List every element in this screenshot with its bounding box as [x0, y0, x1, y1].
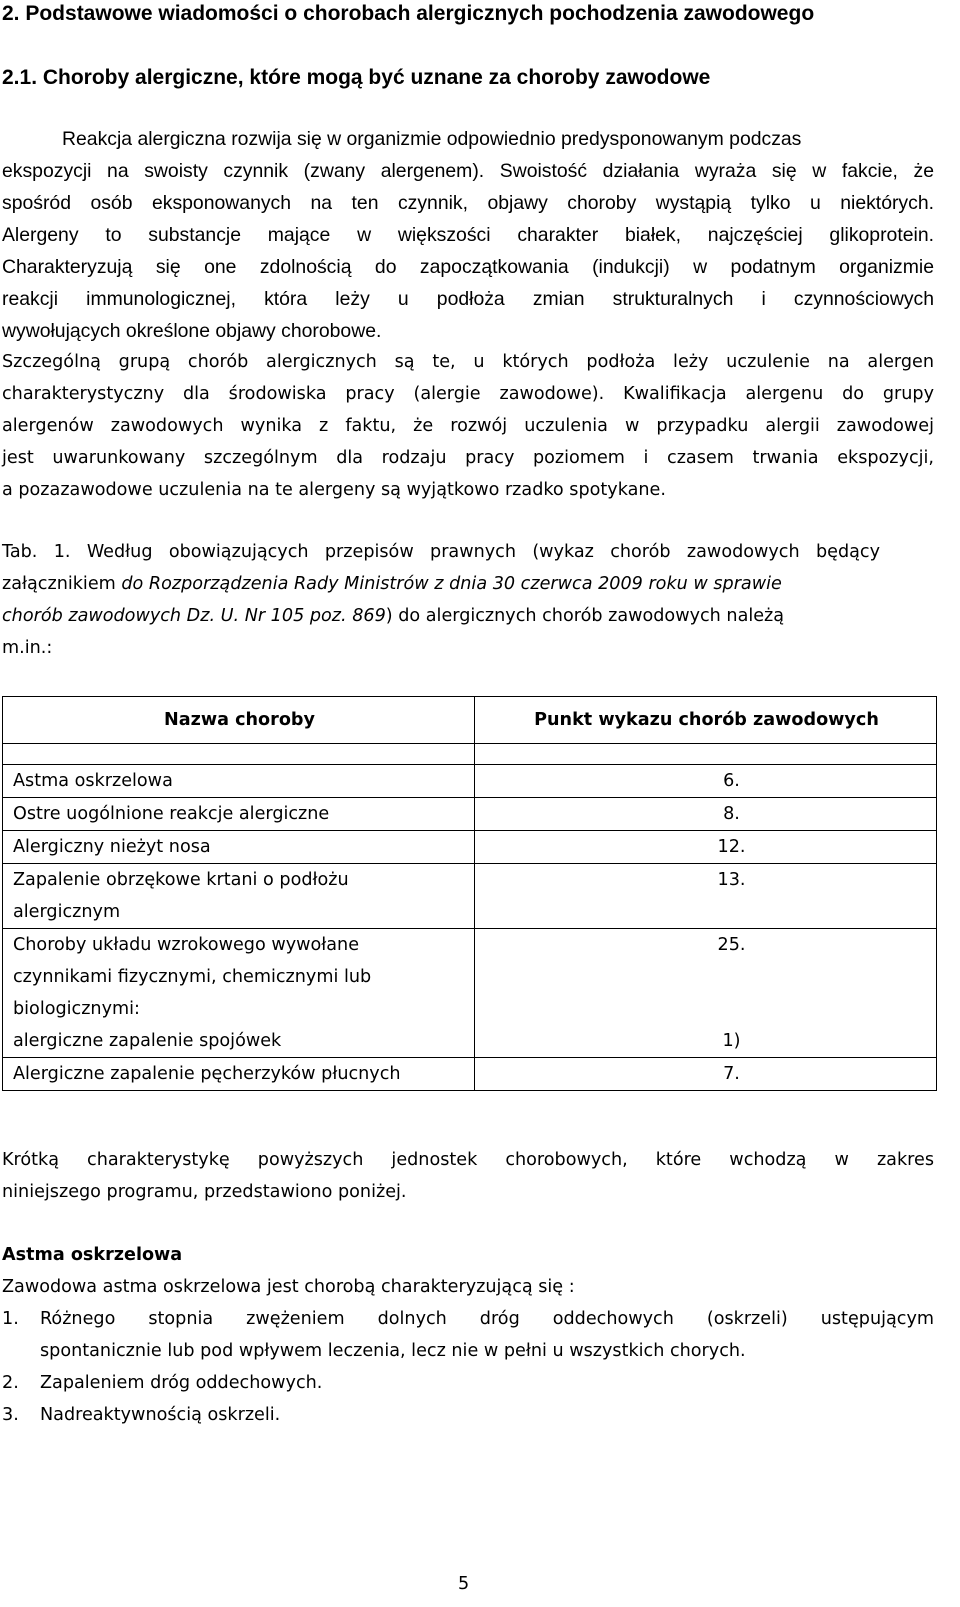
para1-line: ekspozycji na swoisty czynnik (zwany alergenem). Swoistość działania wyraża się w fakcie, że — [2, 160, 934, 182]
disease-name: Alergiczny nieżyt nosa — [3, 831, 475, 864]
disease-name: Astma oskrzelowa — [3, 765, 475, 798]
disease-name: Zapalenie obrzękowe krtani o podłożu alergicznym — [3, 864, 475, 929]
subsection-title: Astma oskrzelowa — [2, 1245, 183, 1265]
para1-line: Alergeny to substancje mające w większości charakter białek, najczęściej glikoprotein. — [2, 224, 934, 246]
table-caption-line: Tab. 1. Według obowiązujących przepisów prawnych (wykaz chorób zawodowych będący — [2, 542, 880, 562]
regulation-reference: do Rozporządzenia Rady Ministrów z dnia 30 czerwca 2009 roku w sprawie — [121, 574, 782, 594]
list-item-line: Różnego stopnia zwężeniem dolnych dróg oddechowych (oskrzeli) ustępującym — [40, 1309, 934, 1329]
table-row — [3, 765, 937, 798]
table-row — [3, 831, 937, 864]
list-number: 1. — [2, 1309, 19, 1329]
list-point: 13. — [475, 864, 937, 929]
list-subpoint: 1) — [722, 1031, 741, 1051]
chapter-heading: 2. Podstawowe wiadomości o chorobach alergicznych pochodzenia zawodowego — [2, 2, 815, 25]
disease-name: Ostre uogólnione reakcje alergiczne — [3, 798, 475, 831]
list-item-line: spontanicznie lub pod wpływem leczenia, lecz nie w pełni u wszystkich chorych. — [40, 1341, 746, 1361]
subsection-intro: Zawodowa astma oskrzelowa jest chorobą charakteryzującą się : — [2, 1277, 575, 1297]
list-item-line: Zapaleniem dróg oddechowych. — [40, 1373, 323, 1393]
table-header-row — [3, 697, 937, 744]
list-point: 6. — [475, 765, 937, 798]
para1-line: reakcji immunologicznej, która leży u podłoża zmian strukturalnych i czynnościowych — [2, 288, 934, 310]
para3-line: Krótką charakterystykę powyższych jednostek chorobowych, które wchodzą w zakres — [2, 1150, 934, 1170]
column-header: Nazwa choroby — [3, 697, 475, 744]
para2-line: a pozazawodowe uczulenia na te alergeny są wyjątkowo rzadko spotykane. — [2, 480, 666, 500]
disease-name: Alergiczne zapalenie pęcherzyków płucnych — [3, 1058, 475, 1091]
list-point: 7. — [475, 1058, 937, 1091]
table-spacer-row — [3, 744, 937, 765]
list-item-line: Nadreaktywnością oskrzeli. — [40, 1405, 281, 1425]
table-caption-line: załącznikiem do Rozporządzenia Rady Ministrów z dnia 30 czerwca 2009 roku w sprawie — [2, 574, 782, 594]
list-point: 8. — [475, 798, 937, 831]
para2-line: jest uwarunkowany szczególnym dla rodzaju pracy poziomem i czasem trwania ekspozycji, — [2, 448, 934, 468]
para1-line: spośród osób eksponowanych na ten czynnik, objawy choroby wystąpią tylko u niektórych. — [2, 192, 934, 214]
para2-line: charakterystyczny dla środowiska pracy (alergie zawodowe). Kwalifikacja alergenu do grupy — [2, 384, 934, 404]
list-number: 3. — [2, 1405, 19, 1425]
page-number: 5 — [458, 1574, 470, 1594]
para3-line: niniejszego programu, przedstawiono poniżej. — [2, 1182, 407, 1202]
table-row — [3, 864, 937, 929]
para2-line: Szczególną grupą chorób alergicznych są te, u których podłoża leży uczulenie na alergen — [2, 352, 934, 372]
regulation-reference: chorób zawodowych Dz. U. Nr 105 poz. 869 — [2, 606, 386, 626]
list-point: 25. 1) — [475, 929, 937, 1058]
table-row — [3, 1058, 937, 1091]
list-point: 12. — [475, 831, 937, 864]
column-header: Punkt wykazu chorób zawodowych — [475, 697, 937, 744]
disease-name: Choroby układu wzrokowego wywołane czynnikami fizycznymi, chemicznymi lub biologicznymi: alergiczne zapalenie spojówek — [3, 929, 475, 1058]
para2-line: alergenów zawodowych wynika z faktu, że rozwój uczulenia w przypadku alergii zawodowej — [2, 416, 934, 436]
list-number: 2. — [2, 1373, 19, 1393]
para1-line: wywołujących określone objawy chorobowe. — [2, 320, 382, 342]
para1-line: Charakteryzują się one zdolnością do zapoczątkowania (indukcji) w podatnym organizmie — [2, 256, 934, 278]
table-caption-line: m.in.: — [2, 638, 53, 658]
disease-table — [2, 696, 937, 1091]
table-row — [3, 929, 937, 1058]
para1-line: Reakcja alergiczna rozwija się w organizmie odpowiednio predysponowanym podczas — [62, 128, 802, 150]
section-heading: 2.1. Choroby alergiczne, które mogą być uznane za choroby zawodowe — [2, 66, 711, 89]
table-caption-line: chorób zawodowych Dz. U. Nr 105 poz. 869) do alergicznych chorób zawodowych należą — [2, 606, 785, 626]
table-row — [3, 798, 937, 831]
